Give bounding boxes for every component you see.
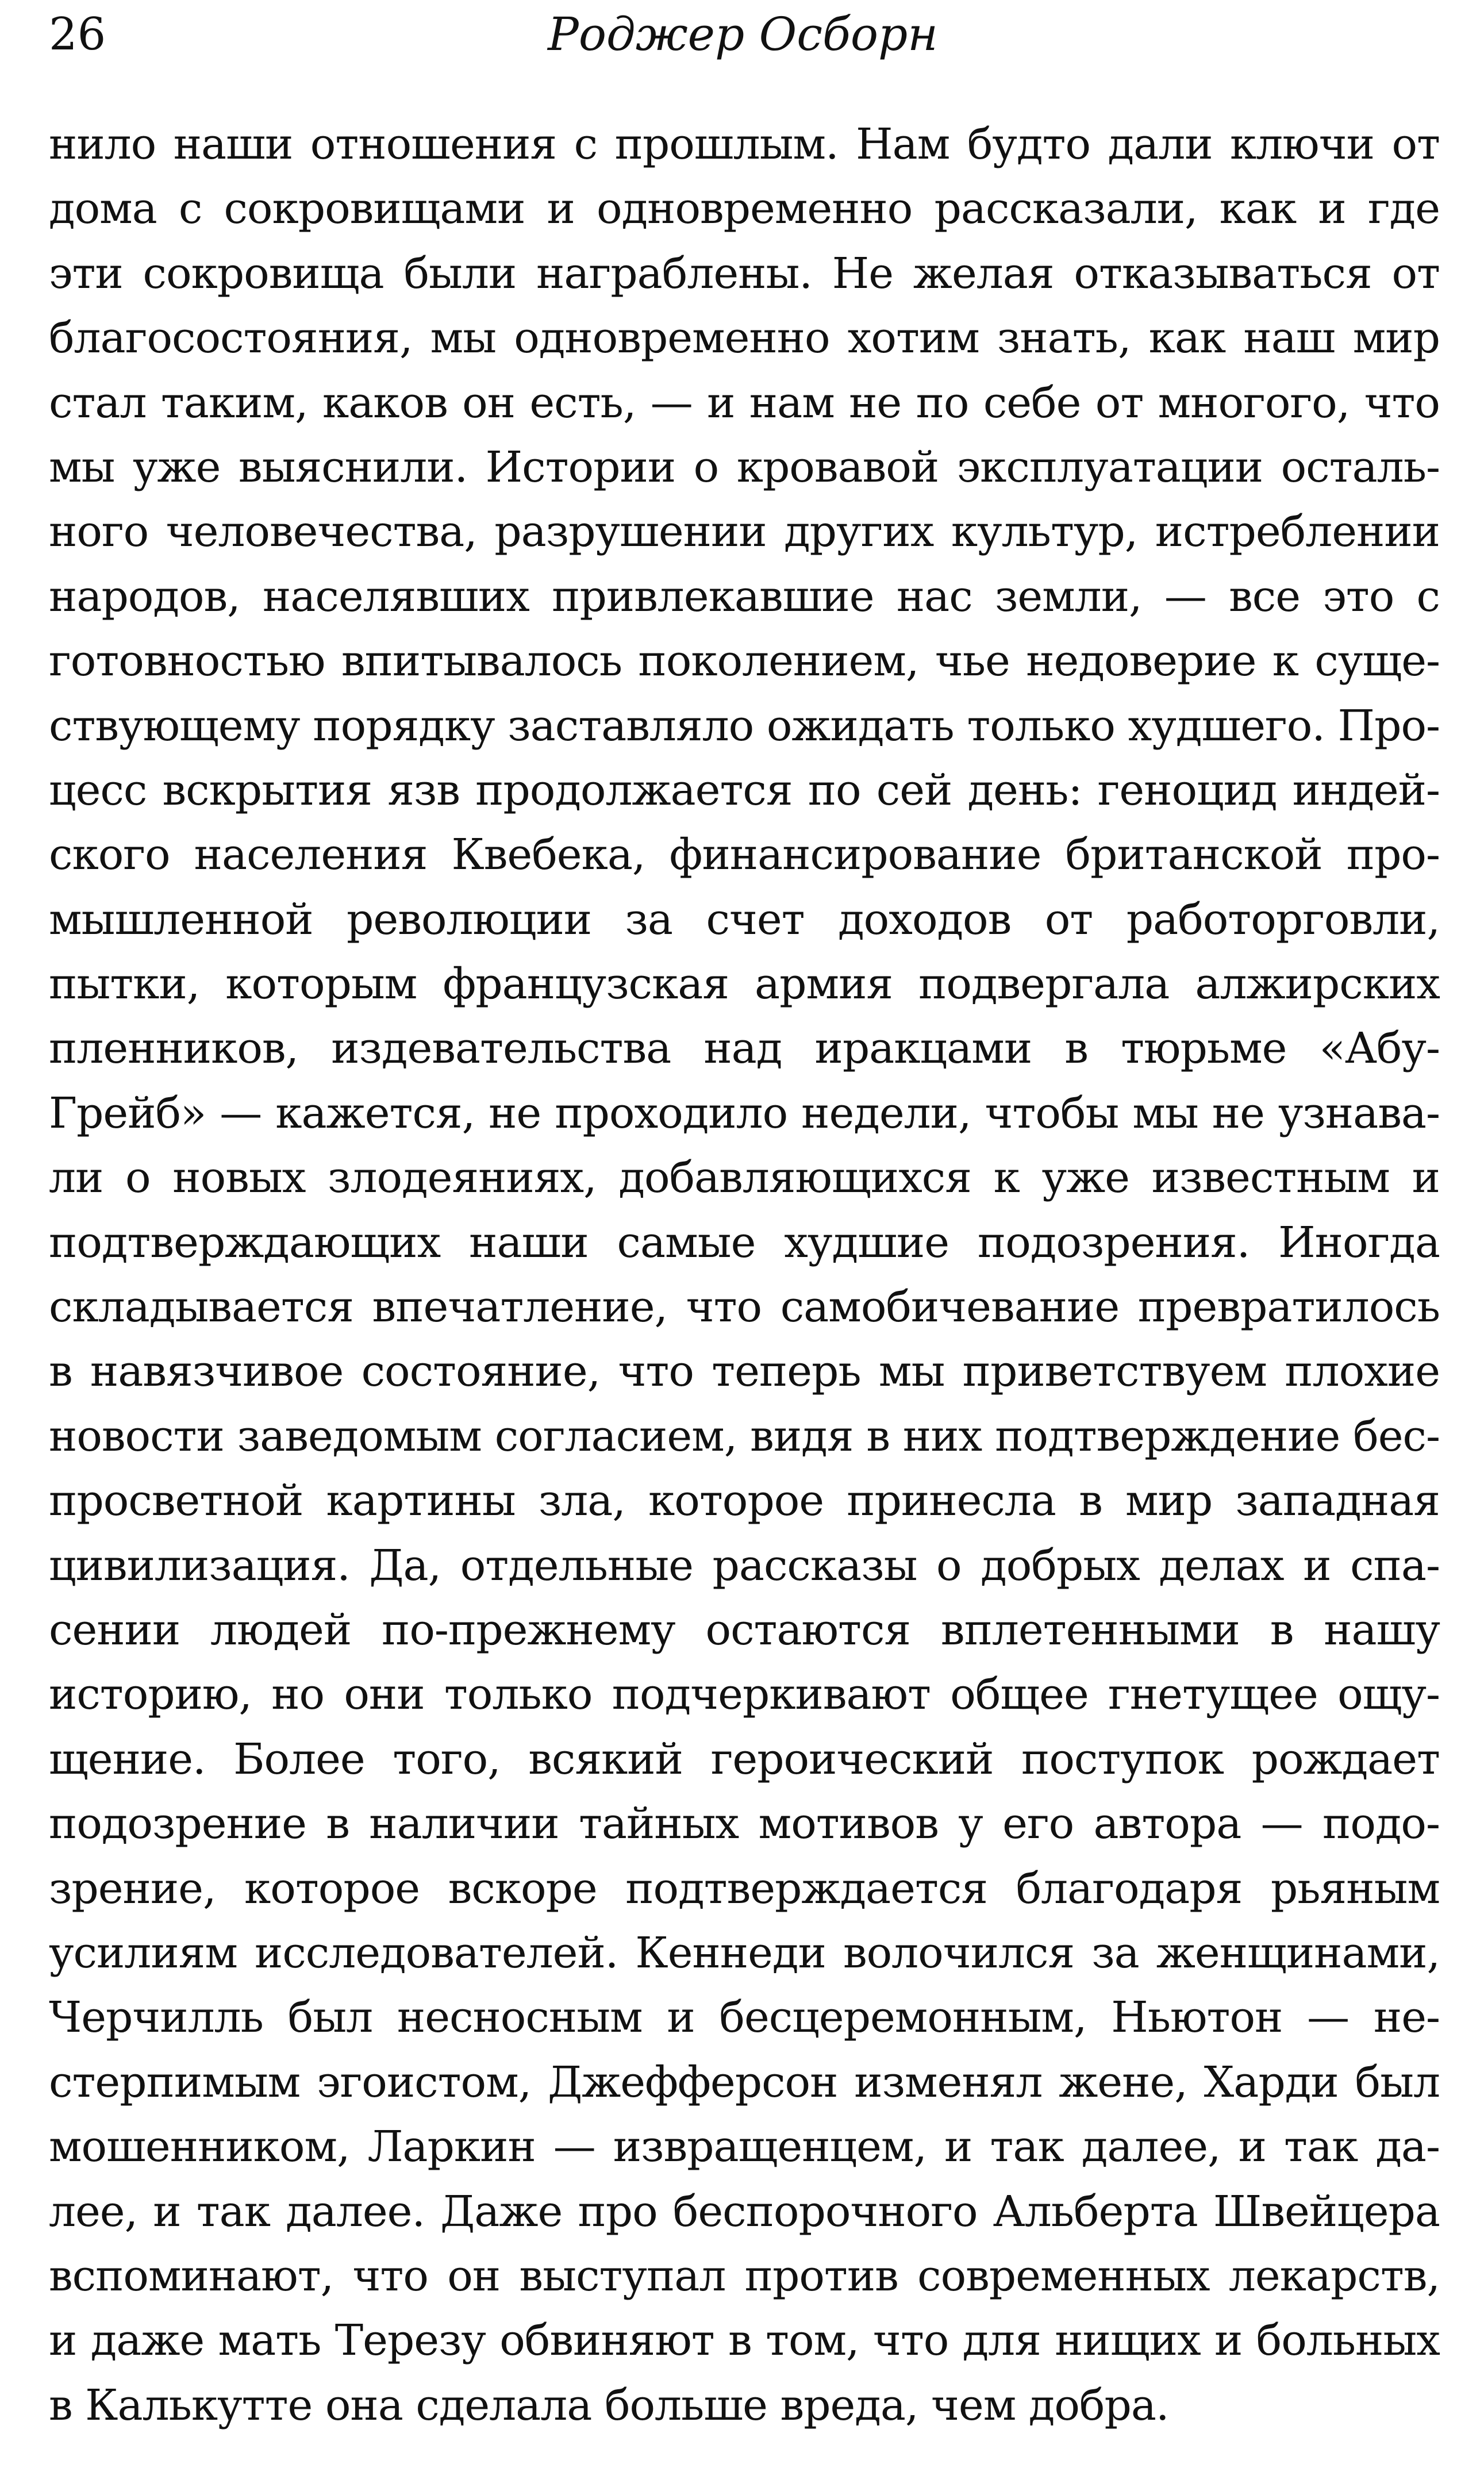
text-line: мошенником, Ларкин — извращенцем, и так далее, и так да- [49,2122,1440,2172]
text-line: мы уже выяснили. Истории о кровавой эксплуатации осталь- [49,442,1440,492]
text-line: благосостояния, мы одновременно хотим знать, как наш мир [49,313,1440,363]
text-line: Черчилль был несносным и бесцеремонным, Ньютон — не- [49,1993,1440,2043]
text-line: мышленной революции за счет доходов от работорговли, [49,894,1440,944]
text-line: лее, и так далее. Даже про беспорочного Альберта Швейцера [49,2186,1440,2236]
text-line: усилиям исследователей. Кеннеди волочился за женщинами, [49,1928,1440,1978]
text-line: вспоминают, что он выступал против современных лекарств, [49,2251,1440,2301]
text-line: дома с сокровищами и одновременно рассказали, как и где [49,184,1440,234]
text-line: нило наши отношения с прошлым. Нам будто дали ключи от [49,120,1440,169]
text-line: ли о новых злодеяниях, добавляющихся к уже известным и [49,1153,1440,1203]
text-line: складывается впечатление, что самобичевание превратилось [49,1282,1440,1332]
body-paragraph [49,112,1440,2438]
page-number: 26 [49,9,106,60]
text-line: готовностью впитывалось поколением, чье недоверие к суще- [49,636,1440,686]
text-line: Грейб» — кажется, не проходило недели, чтобы мы не узнава- [49,1088,1440,1138]
text-line: ского населения Квебека, финансирование британской про- [49,830,1440,880]
page-header [49,0,1437,86]
text-line: и даже мать Терезу обвиняют в том, что для нищих и больных [49,2316,1440,2366]
text-line: цесс вскрытия язв продолжается по сей день: геноцид индей- [49,765,1440,815]
text-line: в навязчивое состояние, что теперь мы приветствуем плохие [49,1347,1440,1397]
text-line: ствующему порядку заставляло ожидать только худшего. Про- [49,701,1440,751]
text-line: пытки, которым французская армия подвергала алжирских [49,959,1440,1009]
text-line: новости заведомым согласием, видя в них подтверждение бес- [49,1411,1440,1461]
text-line: сении людей по-прежнему остаются вплетенными в нашу [49,1605,1440,1655]
text-line: щение. Более того, всякий героический поступок рождает [49,1734,1440,1784]
text-line: просветной картины зла, которое принесла в мир западная [49,1476,1440,1526]
text-line: ного человечества, разрушении других культур, истреблении [49,507,1440,557]
text-line: цивилизация. Да, отдельные рассказы о добрых делах и спа- [49,1540,1440,1590]
text-line: стал таким, каков он есть, — и нам не по себе от многого, что [49,378,1440,428]
text-line: народов, населявших привлекавшие нас земли, — все это с [49,571,1440,621]
text-line: эти сокровища были награблены. Не желая отказываться от [49,248,1440,298]
text-line: стерпимым эгоистом, Джефферсон изменял жене, Харди был [49,2057,1440,2107]
text-line: подтверждающих наши самые худшие подозрения. Иногда [49,1217,1440,1267]
running-head-author: Роджер Осборн [548,7,938,61]
text-line: пленников, издевательства над иракцами в тюрьме «Абу- [49,1024,1440,1074]
text-line: зрение, которое вскоре подтверждается благодаря рьяным [49,1863,1440,1913]
text-line-last: в Калькутте она сделала больше вреда, чем добра. [49,2380,1169,2430]
text-line: историю, но они только подчеркивают общее гнетущее ощу- [49,1670,1440,1720]
text-line: подозрение в наличии тайных мотивов у его автора — подо- [49,1799,1440,1849]
